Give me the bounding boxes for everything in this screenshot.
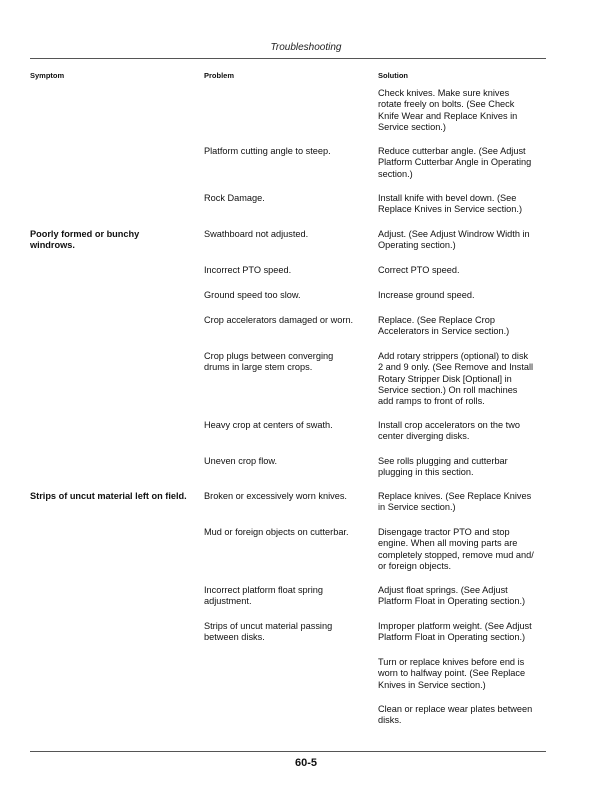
header-divider bbox=[30, 58, 546, 59]
solution-cell: Disengage tractor PTO and stop engine. When all moving parts are completely stopped, remove mud and/ or foreign objects. bbox=[378, 527, 534, 571]
problem-cell: Ground speed too slow. bbox=[204, 290, 301, 300]
problem-cell: Swathboard not adjusted. bbox=[204, 229, 309, 239]
solution-cell: Adjust. (See Adjust Windrow Width in Operating section.) bbox=[378, 229, 530, 251]
page-number: 60-5 bbox=[294, 757, 318, 769]
problem-cell: Broken or excessively worn knives. bbox=[204, 491, 347, 501]
solution-cell: Improper platform weight. (See Adjust Platform Float in Operating section.) bbox=[378, 621, 532, 643]
solution-cell: See rolls plugging and cutterbar plugging in this section. bbox=[378, 456, 508, 478]
symptom-column-header: Symptom bbox=[30, 71, 65, 80]
solution-cell: Add rotary strippers (optional) to disk 2 and 9 only. (See Remove and Install Rotary Stripper Disk [Optional] in Service section.) On roll machines add ramps to front of rolls. bbox=[378, 351, 534, 407]
problem-column-header: Problem bbox=[204, 71, 235, 80]
problem-cell: Crop plugs between converging drums in large stem crops. bbox=[204, 351, 334, 373]
solution-cell: Correct PTO speed. bbox=[378, 265, 460, 275]
solution-cell: Reduce cutterbar angle. (See Adjust Platform Cutterbar Angle in Operating section.) bbox=[378, 146, 532, 179]
problem-cell: Incorrect platform float spring adjustment. bbox=[204, 585, 323, 607]
problem-cell: Crop accelerators damaged or worn. bbox=[204, 315, 354, 325]
solution-cell: Replace knives. (See Replace Knives in Service section.) bbox=[378, 491, 532, 513]
problem-cell: Heavy crop at centers of swath. bbox=[204, 420, 333, 430]
problem-cell: Platform cutting angle to steep. bbox=[204, 146, 331, 156]
solution-cell: Check knives. Make sure knives rotate freely on bolts. (See Check Knife Wear and Replace Knives in Service section.) bbox=[378, 88, 518, 132]
problem-cell: Uneven crop flow. bbox=[204, 456, 278, 466]
solution-column-header: Solution bbox=[378, 71, 408, 80]
problem-cell: Incorrect PTO speed. bbox=[204, 265, 292, 275]
solution-cell: Clean or replace wear plates between disks. bbox=[378, 704, 533, 726]
problem-cell: Mud or foreign objects on cutterbar. bbox=[204, 527, 349, 537]
footer-divider bbox=[30, 751, 546, 752]
solution-cell: Increase ground speed. bbox=[378, 290, 475, 300]
solution-cell: Replace. (See Replace Crop Accelerators in Service section.) bbox=[378, 315, 510, 337]
problem-cell: Strips of uncut material passing between disks. bbox=[204, 621, 333, 643]
solution-cell: Install crop accelerators on the two center diverging disks. bbox=[378, 420, 520, 442]
solution-cell: Install knife with bevel down. (See Replace Knives in Service section.) bbox=[378, 193, 523, 215]
problem-cell: Rock Damage. bbox=[204, 193, 265, 203]
solution-cell: Adjust float springs. (See Adjust Platform Float in Operating section.) bbox=[378, 585, 526, 607]
solution-cell: Turn or replace knives before end is worn to halfway point. (See Replace Knives in Service section.) bbox=[378, 657, 526, 690]
symptom-cell: Poorly formed or bunchy windrows. bbox=[30, 229, 140, 251]
page-header-title: Troubleshooting bbox=[270, 42, 342, 53]
symptom-cell: Strips of uncut material left on field. bbox=[30, 491, 187, 501]
